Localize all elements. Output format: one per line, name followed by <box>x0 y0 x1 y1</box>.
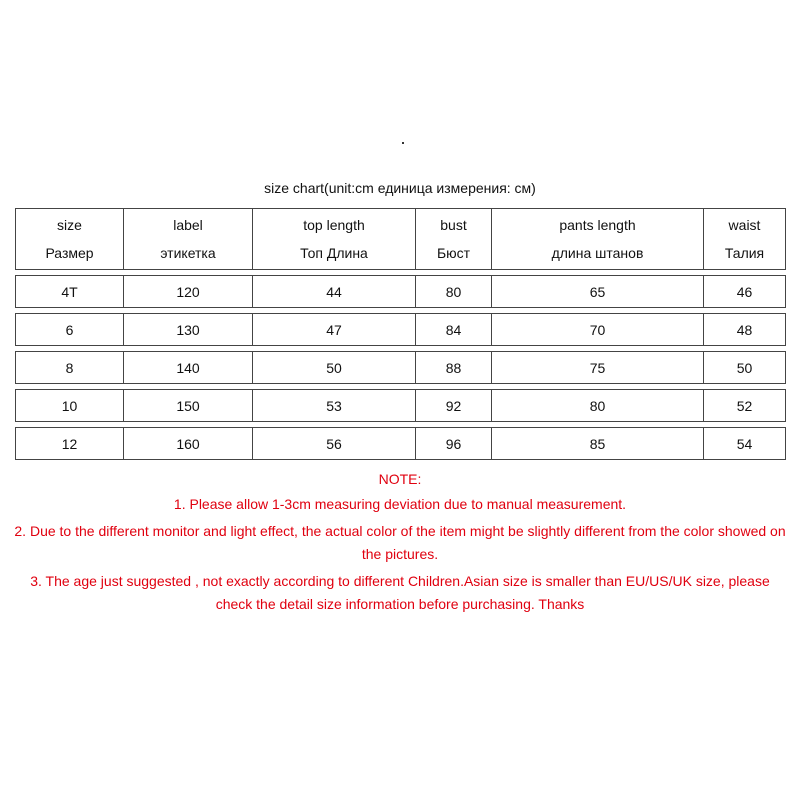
cell-label: 140 <box>124 352 253 384</box>
cell-size: 8 <box>16 352 124 384</box>
cell-waist: 52 <box>704 390 786 422</box>
header-size-en: size <box>57 217 82 233</box>
cell-pants-length: 65 <box>492 276 704 308</box>
size-chart-title: size chart(unit:cm единица измерения: см) <box>264 180 536 196</box>
cell-waist: 48 <box>704 314 786 346</box>
header-pants-length-ru: длина штанов <box>551 245 644 261</box>
header-cell-top-length <box>253 209 416 270</box>
header-waist-en: waist <box>728 217 761 233</box>
cell-waist: 46 <box>704 276 786 308</box>
cell-bust: 92 <box>416 390 492 422</box>
header-bust-en: bust <box>440 217 467 233</box>
note-item-2: 2. Due to the different monitor and light effect, the actual color of the item might be slightly different from the color showed on the pictures. <box>14 523 786 562</box>
cell-label: 120 <box>124 276 253 308</box>
cell-bust: 80 <box>416 276 492 308</box>
cell-bust: 96 <box>416 428 492 460</box>
note-item-3: 3. The age just suggested , not exactly according to different Children.Asian size is smaller than EU/US/UK size, please check the detail size information before purchasing. Thanks <box>30 573 770 612</box>
cell-top-length: 47 <box>253 314 416 346</box>
header-top-length-ru: Топ Длина <box>300 245 368 261</box>
cell-size: 4T <box>16 276 124 308</box>
header-size-ru: Размер <box>45 245 94 261</box>
header-cell-bust <box>416 209 492 270</box>
cell-waist: 54 <box>704 428 786 460</box>
cell-waist: 50 <box>704 352 786 384</box>
cell-size: 6 <box>16 314 124 346</box>
notes-section <box>0 468 800 620</box>
header-cell-waist <box>704 209 786 270</box>
cell-top-length: 50 <box>253 352 416 384</box>
header-label-ru: этикетка <box>160 245 216 261</box>
header-cell-size <box>16 209 124 270</box>
cell-size: 10 <box>16 390 124 422</box>
table-row <box>16 390 786 422</box>
cell-label: 130 <box>124 314 253 346</box>
stray-dot <box>402 142 404 144</box>
header-top-length-en: top length <box>303 217 365 233</box>
header-bust-ru: Бюст <box>436 245 471 261</box>
cell-label: 160 <box>124 428 253 460</box>
note-item-1: 1. Please allow 1-3cm measuring deviation due to manual measurement. <box>173 496 627 512</box>
cell-top-length: 56 <box>253 428 416 460</box>
cell-pants-length: 70 <box>492 314 704 346</box>
cell-pants-length: 85 <box>492 428 704 460</box>
table-row <box>16 276 786 308</box>
table-header-row <box>16 209 786 270</box>
cell-top-length: 53 <box>253 390 416 422</box>
header-label-en: label <box>173 217 203 233</box>
note-heading: NOTE: <box>378 471 422 487</box>
header-cell-pants-length <box>492 209 704 270</box>
table-row <box>16 352 786 384</box>
cell-label: 150 <box>124 390 253 422</box>
table-row <box>16 428 786 460</box>
cell-bust: 84 <box>416 314 492 346</box>
table-row <box>16 314 786 346</box>
cell-top-length: 44 <box>253 276 416 308</box>
cell-pants-length: 75 <box>492 352 704 384</box>
cell-size: 12 <box>16 428 124 460</box>
size-table <box>15 208 786 460</box>
header-waist-ru: Талия <box>724 245 765 261</box>
header-cell-label <box>124 209 253 270</box>
cell-bust: 88 <box>416 352 492 384</box>
header-pants-length-en: pants length <box>559 217 636 233</box>
cell-pants-length: 80 <box>492 390 704 422</box>
